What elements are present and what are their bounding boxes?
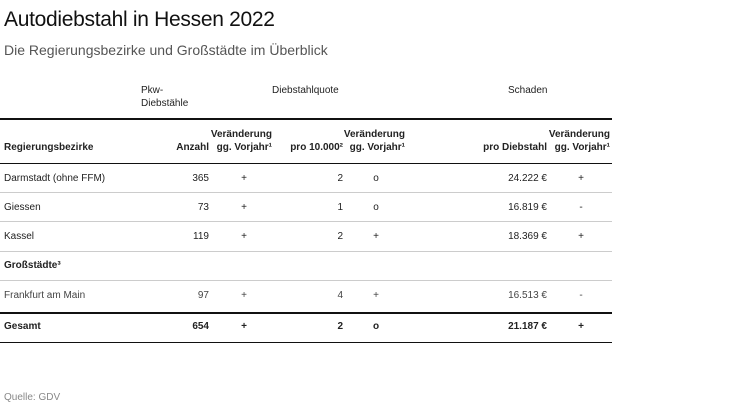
col-header-ver3-line2: gg. Vorjahr¹: [554, 142, 610, 153]
row-ver2: +: [373, 231, 379, 242]
total-top-rule: [0, 312, 612, 314]
row-name: Giessen: [4, 202, 41, 213]
row-ver1: +: [241, 202, 247, 213]
row-schaden: 18.369 €: [508, 231, 547, 242]
row-quote: 2: [337, 321, 343, 332]
row-schaden: 21.187 €: [508, 321, 547, 332]
row-divider: [0, 280, 612, 281]
row-quote: 4: [337, 290, 343, 301]
section-label: Großstädte³: [4, 260, 61, 271]
row-ver1: +: [241, 290, 247, 301]
page-subtitle: Die Regierungsbezirke und Großstädte im Überblick: [4, 42, 328, 58]
row-schaden: 16.819 €: [508, 202, 547, 213]
row-schaden: 24.222 €: [508, 173, 547, 184]
col-header-quote: pro 10.000²: [290, 142, 343, 153]
row-ver2: o: [373, 173, 379, 184]
row-ver1: +: [241, 321, 247, 332]
row-ver2: o: [373, 202, 379, 213]
col-header-ver2-line2: gg. Vorjahr¹: [349, 142, 405, 153]
group-header-quote: Diebstahlquote: [272, 85, 339, 96]
col-header-anzahl: Anzahl: [176, 142, 209, 153]
group-header-schaden: Schaden: [508, 85, 548, 96]
group-header-pkw: [141, 84, 188, 110]
row-quote: 1: [337, 202, 343, 213]
col-header-ver1-line2: gg. Vorjahr¹: [216, 142, 272, 153]
source-note: Quelle: GDV: [4, 392, 61, 403]
row-ver3: +: [578, 231, 584, 242]
col-header-schaden: pro Diebstahl: [483, 142, 547, 153]
row-ver1: +: [241, 173, 247, 184]
col-header-ver2-line1: Veränderung: [343, 129, 405, 140]
table-bottom-rule: [0, 342, 612, 343]
col-header-ver1: [200, 128, 272, 154]
row-divider: [0, 221, 612, 222]
group-header-pkw-line1: Pkw-: [141, 85, 164, 96]
row-name: Kassel: [4, 231, 35, 242]
row-schaden: 16.513 €: [508, 290, 547, 301]
header-top-rule: [0, 118, 612, 120]
row-ver1: +: [241, 231, 247, 242]
page-title: Autodiebstahl in Hessen 2022: [4, 8, 275, 31]
row-ver3: -: [579, 290, 583, 301]
row-name: Darmstadt (ohne FFM): [4, 173, 106, 184]
group-header-pkw-line2: Diebstähle: [141, 98, 189, 109]
row-ver2: o: [372, 321, 380, 332]
row-anzahl: 73: [197, 202, 209, 213]
row-quote: 2: [337, 173, 343, 184]
header-bottom-rule: [0, 163, 612, 164]
col-header-ver3-line1: Veränderung: [548, 129, 610, 140]
col-header-ver3: [540, 128, 610, 154]
row-ver3: +: [578, 173, 584, 184]
row-name: Gesamt: [4, 321, 41, 332]
col-header-ver1-line1: Veränderung: [210, 129, 272, 140]
row-name: Frankfurt am Main: [4, 290, 86, 301]
row-anzahl: 119: [193, 231, 209, 242]
row-anzahl: 654: [192, 321, 209, 332]
col-header-ver2: [330, 128, 405, 154]
row-anzahl: 97: [197, 290, 209, 301]
row-ver3: -: [579, 202, 583, 213]
row-ver2: +: [373, 290, 379, 301]
row-ver3: +: [578, 321, 584, 332]
row-quote: 2: [337, 231, 343, 242]
row-divider: [0, 251, 612, 252]
row-divider: [0, 192, 612, 193]
col-header-name: Regierungsbezirke: [4, 142, 94, 153]
row-anzahl: 365: [192, 173, 209, 184]
